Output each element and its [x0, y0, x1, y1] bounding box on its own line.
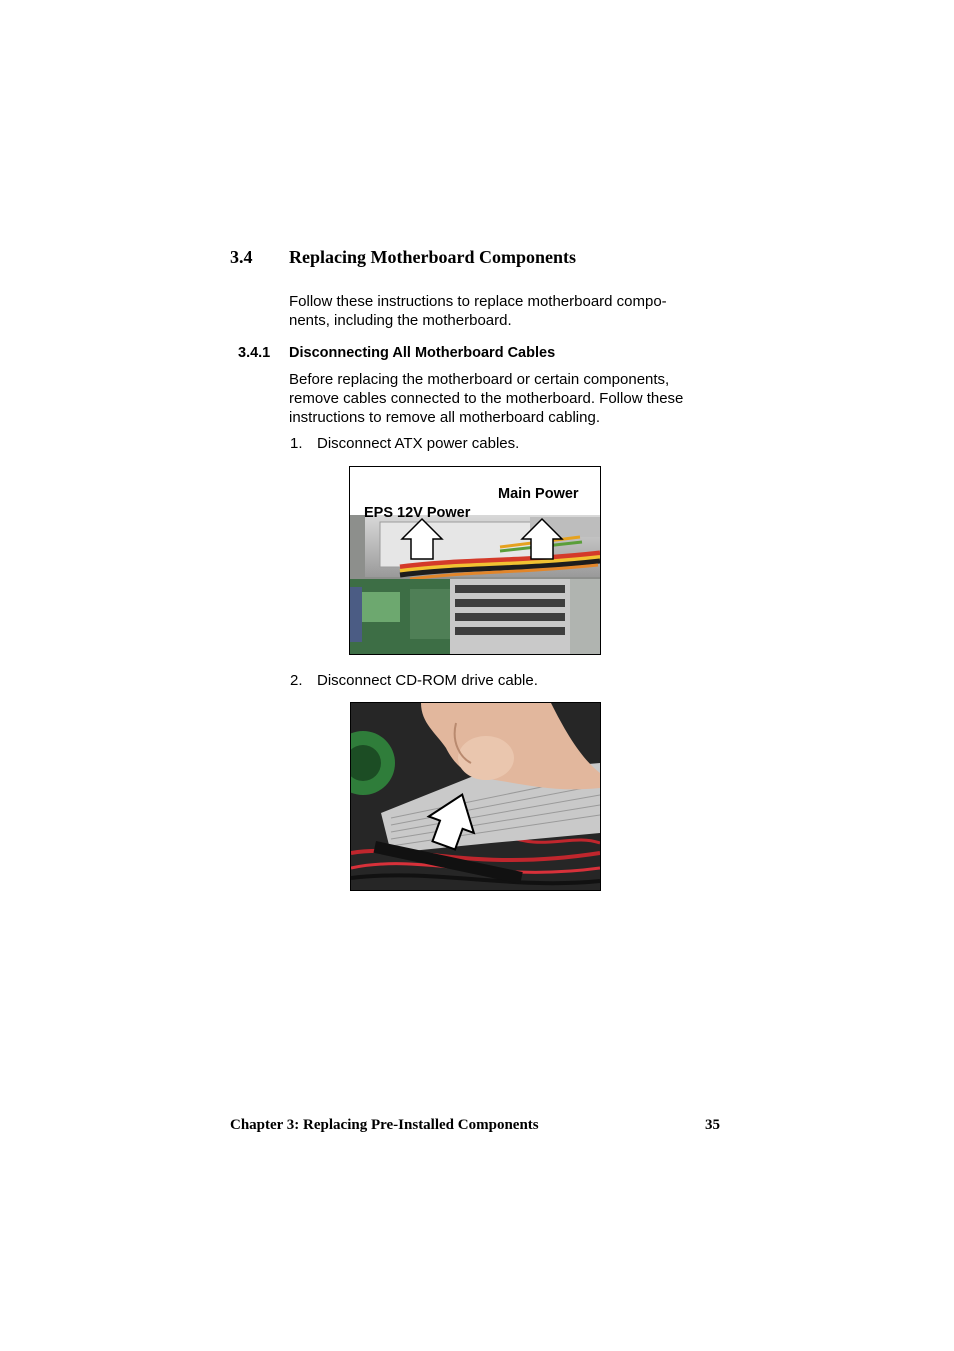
subsection-number: 3.4.1 [238, 345, 271, 361]
subsection-title: Disconnecting All Motherboard Cables [289, 345, 556, 361]
step-text: Disconnect ATX power cables. [317, 435, 520, 452]
step-number: 2. [290, 672, 303, 689]
cdrom-cable-photo [351, 703, 600, 890]
page-number: 35 [705, 1117, 720, 1133]
main-power-label: Main Power [498, 486, 579, 502]
intro-paragraph [289, 292, 719, 330]
body-line: Before replacing the motherboard or certain components, [289, 371, 670, 388]
section-number: 3.4 [230, 247, 253, 267]
body-line: remove cables connected to the motherboard. Follow these [289, 390, 684, 407]
section-title: Replacing Motherboard Components [289, 247, 576, 267]
intro-line: nents, including the motherboard. [289, 312, 512, 329]
step-number: 1. [290, 435, 303, 452]
step-text: Disconnect CD-ROM drive cable. [317, 672, 538, 689]
subsection-paragraph [289, 370, 719, 427]
footer-chapter: Chapter 3: Replacing Pre-Installed Components [230, 1117, 539, 1133]
eps-power-label: EPS 12V Power [364, 505, 471, 521]
cdrom-cable-figure [350, 702, 601, 891]
body-line: instructions to remove all motherboard cabling. [289, 409, 600, 426]
atx-power-figure [349, 466, 601, 655]
intro-line: Follow these instructions to replace motherboard compo- [289, 293, 667, 310]
